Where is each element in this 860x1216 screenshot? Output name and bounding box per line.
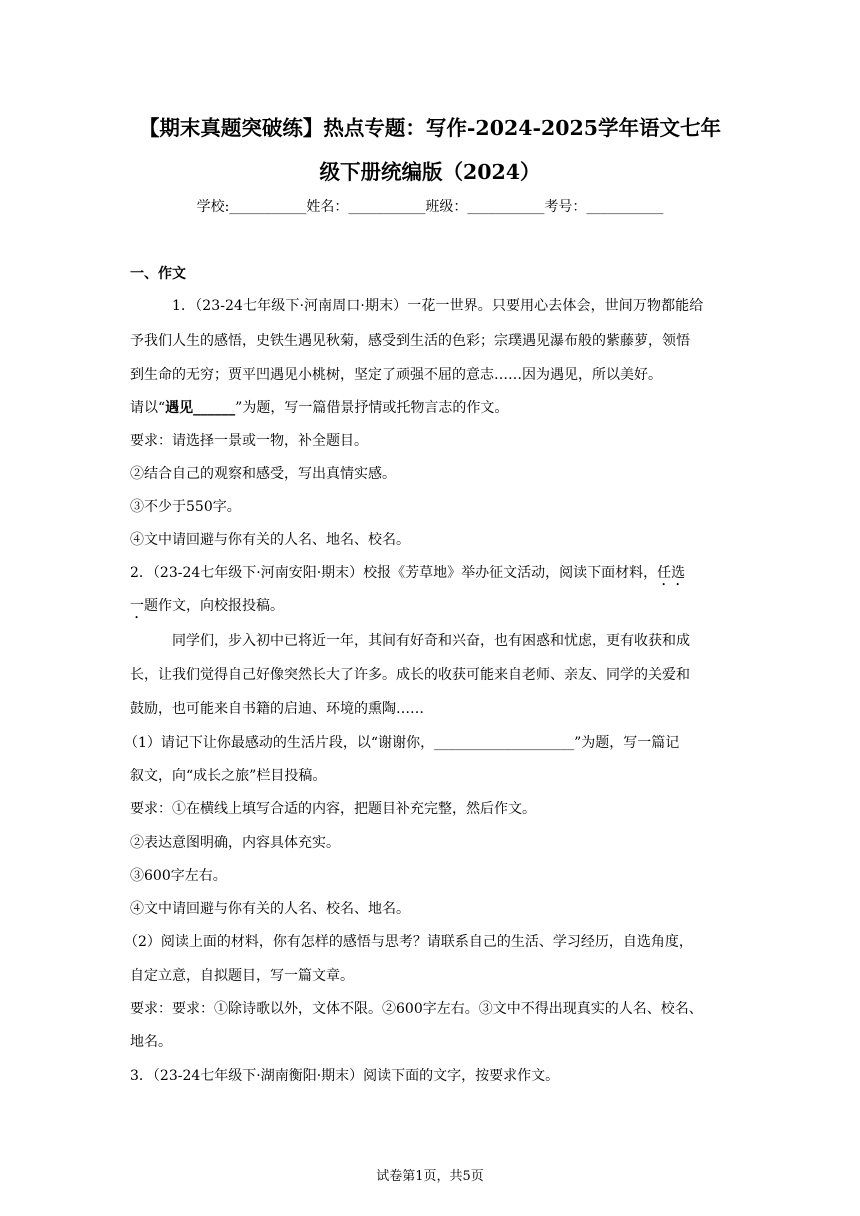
q1-prompt-end: ”为题，写一篇借景抒情或托物言志的作文。 <box>235 400 509 416</box>
q2-material-line-2: 长，让我们觉得自己好像突然长大了许多。成长的收获可能来自老师、亲友、同学的关爱和 <box>130 667 690 683</box>
q2-emphasis-text-2: 一 <box>130 598 144 614</box>
q1-prompt <box>130 398 508 418</box>
q1-requirement-1: 要求：请选择一景或一物，补全题目。 <box>130 433 368 449</box>
q2-part2-line-2: 自定立意，自拟题目，写一篇文章。 <box>130 968 354 984</box>
page-title-line-2: 级下册统编版（2024） <box>319 160 541 184</box>
q2-line-2-text: 题作文，向校报投稿。 <box>144 598 284 614</box>
section-heading: 一、作文 <box>130 266 186 282</box>
q2-material-line-1: 同学们，步入初中已将近一年，其间有好奇和兴奋，也有困惑和忧虑，更有收获和成 <box>172 633 690 649</box>
q2-part1-requirement-4: ④文中请回避与你有关的人名、校名、地名。 <box>130 901 410 917</box>
q3-line-1: 3．（23-24七年级下·湖南衡阳·期末）阅读下面的文字，按要求作文。 <box>130 1068 560 1084</box>
q2-emphasis-text: 任选 <box>657 565 686 581</box>
page-title-line-1: 【期末真题突破练】热点专题：写作-2024-2025学年语文七年 <box>138 116 722 140</box>
q1-requirement-3: ③不少于550字。 <box>130 499 241 515</box>
q1-line-1: 1．（23-24七年级下·河南周口·期末）一花一世界。只要用心去体会，世间万物都能给 <box>172 298 704 314</box>
q1-requirement-4: ④文中请回避与你有关的人名、地名、校名。 <box>130 532 410 548</box>
q1-line-2: 予我们人生的感悟，史铁生遇见秋菊，感受到生活的色彩；宗璞遇见瀑布般的紫藤萝，领悟 <box>130 333 690 349</box>
q1-prompt-start: 请以“ <box>130 400 166 416</box>
q2-part2-requirement-2: 地名。 <box>130 1034 172 1050</box>
q2-material-line-3: 鼓励，也可能来自书籍的启迪、环境的熏陶…… <box>130 701 424 717</box>
q2-part1-requirement-1: 要求：①在横线上填写合适的内容，把题目补充完整，然后作文。 <box>130 801 536 817</box>
q2-part1-line-1: （1）请记下让你最感动的生活片段，以“谢谢你，____________________”为题，写一篇记 <box>124 735 680 751</box>
page-footer: 试卷第1页，共5页 <box>376 1169 484 1184</box>
q2-part1-line-2: 叙文，向“成长之旅”栏目投稿。 <box>130 768 327 784</box>
q2-part2-requirement-1: 要求：要求：①除诗歌以外，文体不限。②600字左右。③文中不得出现真实的人名、校名、 <box>130 1001 703 1017</box>
q2-part2-line-1: （2）阅读上面的材料，你有怎样的感悟与思考？请联系自己的生活、学习经历，自选角度， <box>124 934 693 950</box>
q2-line-1-text: 2．（23-24七年级下·河南安阳·期末）校报《芳草地》举办征文活动，阅读下面材料， <box>130 565 658 581</box>
student-info-line: 学校:___________姓名：___________班级：___________考号：___________ <box>196 199 664 215</box>
q1-line-3: 到生命的无穷；贾平凹遇见小桃树，坚定了顽强不屈的意志……因为遇见，所以美好。 <box>130 367 662 383</box>
q2-line-2 <box>130 596 284 622</box>
q2-part1-requirement-3: ③600字左右。 <box>130 868 227 884</box>
q2-line-1 <box>130 563 685 589</box>
q1-requirement-2: ②结合自己的观察和感受，写出真情实感。 <box>130 466 396 482</box>
q2-part1-requirement-2: ②表达意图明确，内容具体充实。 <box>130 835 340 851</box>
q1-prompt-title: 遇见______ <box>165 400 236 416</box>
